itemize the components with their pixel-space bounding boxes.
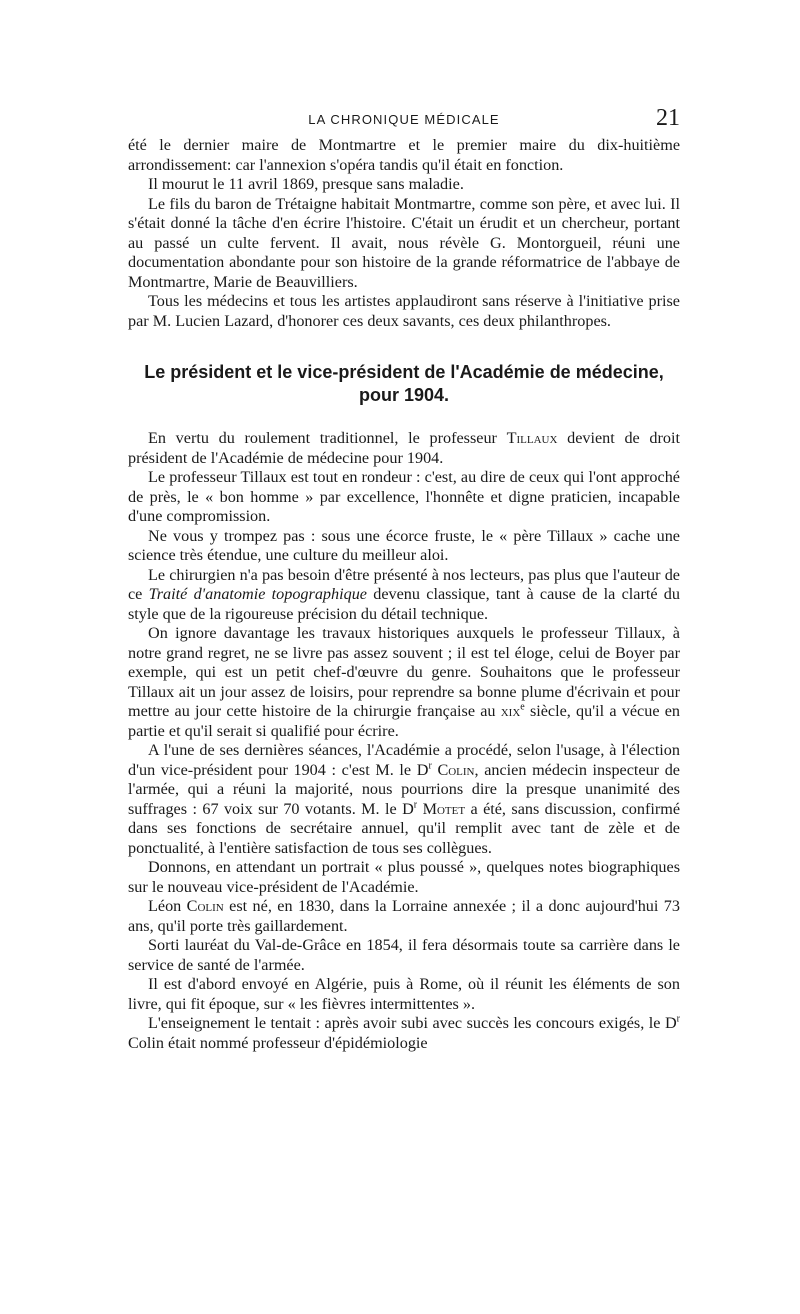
intro-paragraph-1: été le dernier maire de Montmartre et le premier maire du dix-huitième arrondissement: car l'annexion s'opéra tandis qu'il était en fonction. — [128, 136, 680, 174]
text-run: En vertu du roulement traditionnel, le professeur — [148, 429, 507, 447]
article-paragraph-6 — [128, 741, 680, 858]
article-paragraph-7: Donnons, en attendant un portrait « plus poussé », quelques notes biographiques sur le nouveau vice-président de l'Académie. — [128, 858, 680, 896]
intro-paragraph-2: Il mourut le 11 avril 1869, presque sans maladie. — [148, 175, 464, 193]
text-run: devenu classique, tant à cause de la clarté du style que de la rigoureuse précision du détail technique. — [128, 585, 680, 623]
text-run: siècle, qu'il a vécue en partie et qu'il serait si qualifié pour écrire. — [128, 702, 680, 740]
text-run: Léon — [148, 897, 187, 915]
article-paragraph-11 — [128, 1014, 680, 1053]
article-paragraph-8 — [128, 897, 680, 936]
intro-paragraph-3: Le fils du baron de Trétaigne habitait Montmartre, comme son père, et avec lui. Il s'était donné la tâche d'en écrire l'histoire. C'était un érudit et un chercheur, portant au passé un culte fervent. Il avait, nous révèle G. Montorgueil, réuni une documentation abondante pour son histoire de la grande réformatrice de l'abbaye de Montmartre, Marie de Beauvilliers. — [128, 194, 680, 291]
book-title: Traité d'anatomie topographique — [148, 585, 367, 603]
text-run: est né, en 1830, dans la Lorraine annexée ; il a donc aujourd'hui 73 ans, qu'il porte très gaillardement. — [128, 897, 680, 935]
person-name: Tillaux — [506, 429, 558, 447]
text-run: , ancien médecin inspecteur de l'armée, qui a réuni la majorité, nous pourrions dire la presque unanimité des suffrages : 67 voix sur 70 votants. M. le D — [128, 760, 680, 818]
doctor-superscript: r — [413, 799, 418, 811]
body-text — [128, 136, 680, 1053]
article-paragraph-10: Il est d'abord envoyé en Algérie, puis à Rome, où il réunit les éléments de son livre, qui fit époque, sur « les fièvres intermittentes ». — [128, 975, 680, 1013]
doctor-superscript: r — [428, 760, 432, 772]
text-run: A l'une de ses dernières séances, l'Académie a procédé, selon l'usage, à l'élection d'un vice-président pour 1904 : c'est M. le D — [128, 741, 680, 779]
person-name: Motet — [422, 799, 466, 818]
intro-paragraph-4: Tous les médecins et tous les artistes applaudiront sans réserve à l'initiative prise par M. Lucien Lazard, d'honorer ces deux savants, ces deux philanthropes. — [128, 292, 680, 330]
century-numeral: xix — [500, 702, 521, 720]
article-paragraph-1 — [128, 429, 680, 468]
article-paragraph-9: Sorti lauréat du Val-de-Grâce en 1854, il fera désormais toute sa carrière dans le service de santé de l'armée. — [128, 936, 680, 974]
running-title: LA CHRONIQUE MÉDICALE — [308, 112, 500, 127]
page-number: 21 — [656, 105, 680, 131]
article-paragraph-4 — [128, 566, 680, 625]
article-heading: Le président et le vice-président de l'Académie de médecine, pour 1904. — [144, 362, 664, 405]
text-run: On ignore davantage les travaux historiques auxquels le professeur Tillaux, à notre grand regret, ne se livre pas assez souvent ; il est tel éloge, celui de Boyer par exemple, qui est un petit chef-d'œuvre du genre. Souhaitons que le professeur Tillaux ait un jour assez de loisirs, pour reprendre sa bonne plume d'écrivain et pour mettre au jour cette histoire de la chirurgie française au — [128, 624, 680, 720]
article-paragraph-5 — [128, 624, 680, 741]
text-run: L'enseignement le tentait : après avoir subi avec succès les concours exigés, le D — [148, 1014, 677, 1032]
article-paragraph-3: Ne vous y trompez pas : sous une écorce fruste, le « père Tillaux » cache une science très étendue, une culture du meilleur aloi. — [128, 526, 680, 564]
text-run: devient de droit président de l'Académie de médecine pour 1904. — [128, 429, 680, 467]
running-head — [128, 106, 680, 132]
text-run: Colin était nommé professeur d'épidémiologie — [128, 1033, 428, 1052]
text-run: Le chirurgien n'a pas besoin d'être présenté à nos lecteurs, pas plus que l'auteur de ce — [128, 565, 680, 603]
article-paragraph-2: Le professeur Tillaux est tout en rondeur : c'est, au dire de ceux qui l'ont approché de près, le « bon homme » par excellence, l'honnête et digne praticien, incapable d'une compromission. — [128, 468, 680, 525]
text-run: a été, sans discussion, confirmé dans ses fonctions de secrétaire annuel, qu'il remplit avec tant de zèle et de ponctualité, à l'entière satisfaction de tous ses collègues. — [128, 799, 681, 857]
person-name: Colin — [186, 897, 224, 915]
century-superscript: e — [520, 701, 525, 713]
doctor-superscript: r — [676, 1013, 680, 1025]
person-name: Colin — [437, 760, 475, 779]
